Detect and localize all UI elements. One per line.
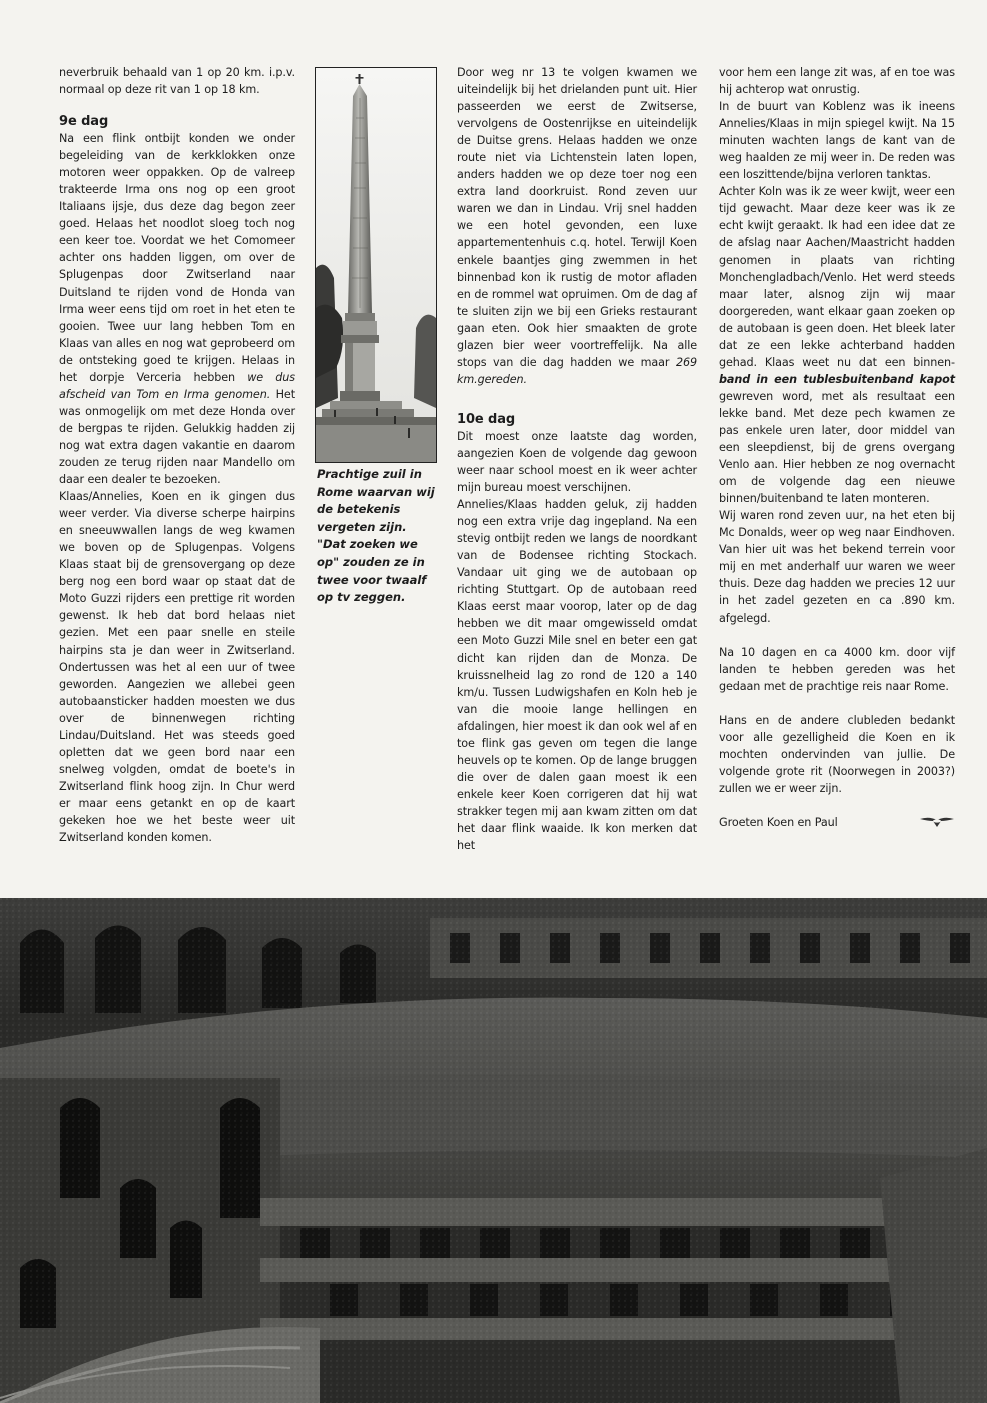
day9-paragraph-1 — [59, 130, 295, 488]
obelisk-photo — [315, 67, 437, 463]
signoff — [719, 814, 955, 831]
day10-paragraph-2: Annelies/Klaas hadden geluk, zij hadden nog een extra vrije dag ingepland. Na een stevig ontbijt reden we langs de noordkant van de Bodensee richting Stockach. Vandaar uit ging we de autobaan op richting Stuttgart. Op de autobaan reed Klaas eerst maar voorop, later op de dag hebben we dit maar omgewisseld omdat een Moto Guzzi Mile snel en beter een gat dicht kan rijden dan de Monza. De kruissnelheid lag zo rond de 120 a 140 km/u. Tussen Ludwigshafen en Koln heb je van die mooie lange hellingen en afdalingen, hier moest ik dan ook wel af en toe flink gas geven om tegen die lange heuvels op te komen. Op de lange bruggen die over de dalen gaan moest ik een enkele keer Koen corrigeren dat hij wat strakker tegen mij aan kwam zitten om dat het daar flink waaide. Ik kon merken dat het — [457, 498, 697, 853]
intro-paragraph: neverbruik behaald van 1 op 20 km. i.p.v. normaal op deze rit van 1 op 18 km. — [59, 66, 295, 97]
koln-text: Achter Koln was ik ze weer kwijt, weer een tijd gewacht. Maar deze keer was ik ze echt kwijt geraakt. Ik had een idee dat ze de afslag naar Aachen/Maastricht hadden genomen in plaats van richting Monchengladbach/Venlo. Het werd steeds maar later, alsnog zijn wij maar doorgereden, want elkaar gaan zoeken op de autobaan is geen doen. Het bleek later dat ze een lekke achterband hadden gehad. Klaas weet nu dat een binnen- — [719, 185, 955, 369]
moto-guzzi-eagle-icon — [919, 815, 955, 829]
day9-heading: 9e dag — [59, 114, 109, 130]
article-column-3 — [457, 64, 697, 854]
day10-paragraph-1: Dit moest onze laatste dag worden, aangezien Koen de volgende dag gewoon weer naar school moest en ik weer achter mijn bureau moest verschijnen. — [457, 429, 697, 495]
eindhoven-paragraph: Wij waren rond zeven uur, na het eten bij Mc Donalds, weer op weg naar Eindhoven. Van hier uit was het bekend terrein voor mij en met anderhalf uur waren we weer thuis. Deze dag hadden we precies 12 uur in het zadel gezeten en ca .890 km. afgelegd. — [719, 509, 955, 625]
koln-paragraph — [719, 183, 955, 507]
day9-text-end: Het was onmogelijk om met deze Honda over de bergpas te rijden. Gelukkig hadden zij nog wat extra dagen vakantie en daarom zouden ze terug rijden naar Mandello om daar een dealer te bezoeken. — [59, 387, 295, 487]
day9-text: Na een flink ontbijt konden we onder begeleiding van de kerkklokken onze motoren weer oppakken. Op de valreep trakteerde Irma ons nog op een groot Italiaans ijsje, dus deze dag begon zeer goed. Helaas het noodlot sloeg toch nog een keer toe. Voordat we het Comomeer achter ons hadden liggen, om over de Splugenpas door Zwitserland naar Duitsland te rijden vond de Honda van Irma weer eens tijd om roet in het eten te gooien. Twee uur lang hebben Tom en Klaas van alles en nog wat geprobeerd om de ontsteking goed te krijgen. Helaas in het dorpje Verceria hebben — [59, 132, 295, 384]
day9-continued-text: Door weg nr 13 te volgen kwamen we uiteindelijk bij het drielanden punt uit. Hier passeerden we eerst de Zwitserse, vervolgens de Oostenrijkse en uiteindelijk de Duitse grens. Helaas hadden we onze route niet via Lichtenstein laten lopen, anders hadden we op deze toer nog een extra land doorkruist. Rond zeven uur waren we dan in Lindau. Vrij snel hadden we een hotel gevonden, een luxe appartementenhuis c.q. hotel. Terwijl Koen enkele baantjes ging zwemmen in het binnenbad kon ik rustig de motor afladen en de rommel wat opruimen. Om de dag af te sluiten zijn we bij een Grieks restaurant gaan eten. Ook hier smaakten de grote glazen bier weer voortreffelijk. Na alle stops van die dag hadden we maar — [457, 66, 697, 369]
day9-distance: 269 km.gereden. — [457, 355, 697, 386]
day10-continued-paragraph: voor hem een lange zit was, af en toe was hij achterop wat onrustig. — [719, 66, 955, 97]
day9-italic: we dus afscheid van Tom en Irma genomen. — [59, 370, 295, 401]
koln-italic: band in een tublesbuitenband kapot — [719, 372, 955, 386]
koln-text-end: gewreven word, met als resultaat een lekke band. Met deze pech kwamen ze pas enkele uren later, door middel van een sleepdienst, bij de grens overgang Venlo aan. Hier hebben ze nog overnacht om de volgende dag een nieuwe binnen/buitenband te laten monteren. — [719, 389, 955, 506]
article-column-4 — [719, 64, 955, 831]
photo-caption: Prachtige zuil in Rome waarvan wij de betekenis vergeten zijn. "Dat zoeken we op" zouden ze in twee voor twaalf op tv zeggen. — [317, 467, 435, 605]
signoff-text: Groeten Koen en Paul — [719, 815, 838, 829]
day9-paragraph-2: Klaas/Annelies, Koen en ik gingen dus weer verder. Via diverse scherpe hairpins en sneeuwwallen langs de weg kwamen we boven op de Splugenpas. Volgens Klaas staat bij de grensovergang op deze berg nog een bord waar op staat dat de Moto Guzzi rijders een prettige rit worden gewenst. Ik heb dat bord helaas niet gezien. Met een paar snelle en steile hairpins sta je dan weer in Zwitserland. Ondertussen was het al een uur of twee geworden. Aangezien we allebei geen autobaansticker hadden moesten we dus over de binnenwegen richting Lindau/Duitsland. Het was steeds goed opletten dat we geen bord naar een snelweg volgden, omdat de boete's in Zwitserland flink hoog zijn. In Chur werd er maar eens getankt en op de kaart gekeken hoe we het beste weer uit Zwitserland konden komen. — [59, 490, 295, 845]
koblenz-paragraph: In de buurt van Koblenz was ik ineens Annelies/Klaas in mijn spiegel kwijt. Na 15 minuten wachten langs de kant van de weg haalden ze mij weer in. De reden was een loszittende/bijna verloren tanktas. — [719, 100, 955, 182]
colosseum-photo — [0, 898, 987, 1403]
article-column-1 — [59, 64, 295, 846]
day10-heading: 10e dag — [457, 411, 516, 427]
summary-paragraph: Na 10 dagen en ca 4000 km. door vijf landen te hebben gereden was het gedaan met de prachtige reis naar Rome. — [719, 645, 955, 693]
thanks-paragraph: Hans en de andere clubleden bedankt voor alle gezelligheid die Koen en ik mochten ondervinden van jullie. De volgende grote rit (Noorwegen in 2003?) zullen we er weer zijn. — [719, 713, 955, 795]
day9-continued-paragraph — [457, 64, 697, 388]
